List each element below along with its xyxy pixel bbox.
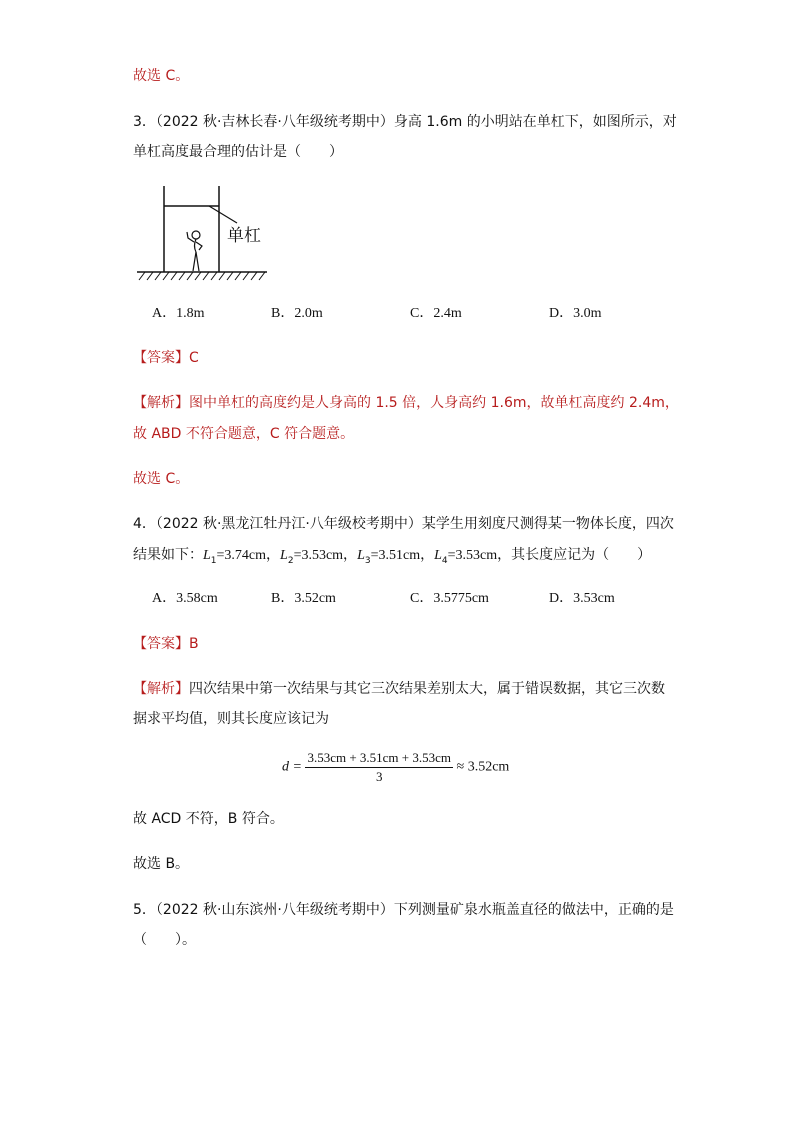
question-3-line-2: 单杠高度最合理的估计是（ ） xyxy=(133,144,343,160)
analysis-tag: 【解析】 xyxy=(133,681,189,697)
answer-value: B xyxy=(189,636,199,652)
conclusion-q3: 故选 C。 xyxy=(133,471,190,487)
q3-option-d[interactable]: D．3.0m xyxy=(549,306,602,321)
q4-analysis-line-3: 故 ACD 不符，B 符合。 xyxy=(133,811,284,827)
question-5-line-1: 5．（2022 秋·山东滨州·八年级统考期中）下列测量矿泉水瓶盖直径的做法中，正确的是 xyxy=(133,902,674,918)
horizontal-bar-figure xyxy=(133,180,273,282)
q4-analysis-line-1: 【解析】四次结果中第一次结果与其它三次结果差别太大，属于错误数据，其它三次数 xyxy=(133,681,665,697)
q4-analysis-line-2: 据求平均值，则其长度应该记为 xyxy=(133,711,329,727)
q3-option-c[interactable]: C．2.4m xyxy=(410,306,462,321)
q3-option-b[interactable]: B．2.0m xyxy=(271,306,323,321)
answer-value: C xyxy=(189,350,199,366)
formula-numerator: 3.53cm + 3.51cm + 3.53cm xyxy=(305,750,453,768)
q4-option-c[interactable]: C．3.5775cm xyxy=(410,591,489,606)
q4-answer xyxy=(133,634,199,654)
q4-option-b[interactable]: B．3.52cm xyxy=(271,591,336,606)
q4-option-a[interactable]: A．3.58cm xyxy=(152,591,218,606)
figure-label: 单杠 xyxy=(227,226,261,246)
question-4-line-2: 结果如下：$L_1=3.74cm$，$L_2=3.53cm$，$L_3=3.51cm$，$L_4=3.53cm$，其长度应记为（ ） xyxy=(133,547,652,566)
question-4-line-1: 4．（2022 秋·黑龙江牡丹江·八年级校考期中）某学生用刻度尺测得某一物体长度，四次 xyxy=(133,516,674,532)
formula-denominator: 3 xyxy=(375,769,383,784)
answer-tag: 【答案】 xyxy=(133,636,189,652)
conclusion-q2: 故选 C。 xyxy=(133,68,190,84)
q3-analysis-line-2: 故 ABD 不符合题意，C 符合题意。 xyxy=(133,426,355,442)
formula-result: ≈ 3.52cm xyxy=(456,759,510,775)
q4-option-d[interactable]: D．3.53cm xyxy=(549,591,615,606)
question-3-line-1: 3．（2022 秋·吉林长春·八年级统考期中）身高 1.6m 的小明站在单杠下，如图所示，对 xyxy=(133,114,677,130)
q3-answer xyxy=(133,348,199,368)
q3-option-a[interactable]: A．1.8m xyxy=(152,306,205,321)
q3-analysis-line-1: 【解析】图中单杠的高度约是人身高的 1.5 倍，人身高约 1.6m，故单杠高度约 2.4m， xyxy=(133,395,679,411)
conclusion-q4: 故选 B。 xyxy=(133,856,190,872)
question-5-line-2: （ ）。 xyxy=(133,932,196,948)
average-formula: d = $\frac{3.53cm + 3.51cm + 3.53cm}{3}$ ≈ 3.52cm xyxy=(282,750,510,784)
analysis-tag: 【解析】 xyxy=(133,395,189,411)
answer-tag: 【答案】 xyxy=(133,350,189,366)
stick-figure xyxy=(187,231,202,271)
